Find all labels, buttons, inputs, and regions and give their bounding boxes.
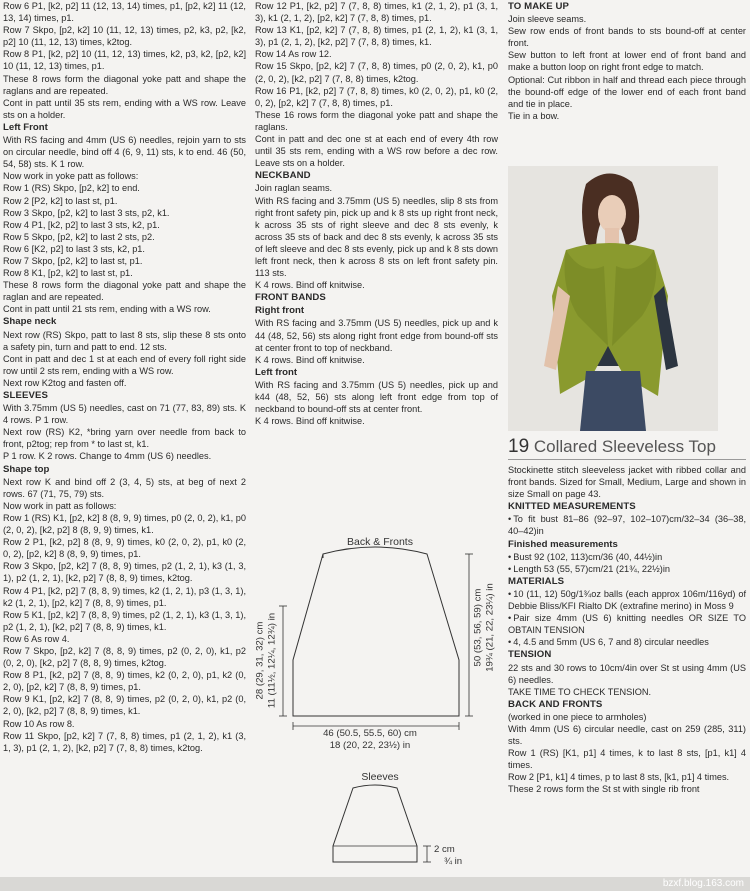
width-dimension-cm: 46 (50.5, 55.5, 60) cm xyxy=(323,728,417,739)
text-line: With 3.75mm (US 5) needles, cast on 71 (77, 83, 89) sts. K 4 rows. P 1 row. xyxy=(3,403,246,426)
text-line: K 4 rows. Bind off knitwise. xyxy=(255,280,365,291)
text-line: Row 7 Skpo, [p2, k2] 10 (11, 12, 13) times, p2, k3, p2, [k2, p2] 10 (11, 12, 13) times, k2tog. xyxy=(3,25,246,48)
text-line: Row 15 Skpo, [p2, k2] 7 (7, 8, 8) times, p0 (2, 0, 2), k1, p0 (2, 0, 2), [k2, p2] 7 (7, 8, 8) times, k2tog. xyxy=(255,61,498,84)
text-line: Row 2 P1, [k2, p2] 8 (8, 9, 9) times, k0 (2, 0, 2), p1, k0 (2, 0, 2), [p2, k2] 8 (8, 9, 9) times, p1. xyxy=(3,537,246,560)
text-line: K 4 rows. Bind off knitwise. xyxy=(255,416,365,427)
text-line: Cont in patt and dec 1 st at each end of every foll right side row until 2 sts rem, ending with a WS row. xyxy=(3,353,246,376)
text-line: Row 10 As row 8. xyxy=(3,718,75,729)
text-line: Row 4 P1, [k2, p2] 7 (8, 8, 9) times, k2 (1, 2, 1), p3 (1, 3, 1), k2 (1, 2, 1), [p2, k2] 7 (8, 8, 9) times, p1. xyxy=(3,585,246,608)
column-right-bottom xyxy=(508,464,746,796)
text-line: Tie in a bow. xyxy=(508,110,560,121)
section-heading: Shape neck xyxy=(3,316,57,328)
section-heading: KNITTED MEASUREMENTS xyxy=(508,501,636,513)
pattern-title xyxy=(508,436,746,458)
title-divider xyxy=(508,459,746,460)
text-line: Cont in patt and dec one st at each end of every 4th row until 35 sts rem, ending with a WS row before a dec row. Leave sts on a holder. xyxy=(255,134,498,169)
text-line: Cont in patt until 35 sts rem, ending with a WS row. Leave sts on a holder. xyxy=(3,97,246,120)
section-heading: SLEEVES xyxy=(3,390,48,401)
text-line: Now work in patt as follows: xyxy=(3,500,117,511)
width-dimension-in: 18 (20, 22, 23½) in xyxy=(329,740,411,751)
text-line: These 16 rows form the diagonal yoke patt and shape the raglans. xyxy=(255,109,498,132)
cuff-dimension-cm: 2 cm xyxy=(434,844,455,855)
height-dimension-cm: 28 (29, 31, 32) cm xyxy=(254,621,266,700)
column-middle xyxy=(255,0,498,427)
height-dimension-in: 11 (11½, 12¼, 12¾) in xyxy=(266,612,278,709)
section-heading: NECKBAND xyxy=(255,170,311,182)
pattern-name: Collared Sleeveless Top xyxy=(529,437,716,456)
text-line: Cont in patt until 21 sts rem, ending with a WS row. xyxy=(3,304,211,315)
text-line: Join sleeve seams. xyxy=(508,14,587,25)
text-line: Next row K2tog and fasten off. xyxy=(3,377,127,388)
model-photo xyxy=(508,166,718,431)
text-line: Row 13 K1, [p2, k2] 7 (7, 8, 8) times, p1 (2, 1, 2), k1 (3, 1, 3), p1 (2, 1, 2), [k2, p2] 7 (7, 8, 8) times, k1. xyxy=(255,25,498,48)
text-line: Now work in yoke patt as follows: xyxy=(3,171,139,182)
section-heading: TO MAKE UP xyxy=(508,1,570,12)
text-line: • Pair size 4mm (US 6) knitting needles OR SIZE TO OBTAIN TENSION xyxy=(508,612,746,636)
text-line: Row 6 As row 4. xyxy=(3,633,70,644)
text-line: • Length 53 (55, 57)cm/21 (21¾, 22½)in xyxy=(508,563,746,575)
section-heading: Finished measurements xyxy=(508,538,618,550)
text-line: Row 2 [P2, k2] to last st, p1. xyxy=(3,195,118,206)
section-heading: Left Front xyxy=(3,121,48,133)
text-line: These 2 rows form the St st with single rib front xyxy=(508,784,700,795)
text-line: K 4 rows. Bind off knitwise. xyxy=(255,354,365,365)
column-left xyxy=(3,0,246,754)
text-line: With RS facing and 3.75mm (US 5) needles, slip 8 sts from right front safety pin, pick up and k 8 sts up right front neck, k across 35 sts of right sleeve and dec 8 sts evenly, k across 35 sts of back and dec 8 sts evenly, k across 35 sts of left sleeve and dec 8 sts evenly, pick up and k 8 sts down left front neck, then k across 8 sts on left front safety pin. 113 sts. xyxy=(255,195,498,279)
text-line: Row 8 P1, [k2, p2] 10 (11, 12, 13) times, k2, p3, k2, [p2, k2] 10 (11, 12, 13) times, p1. xyxy=(3,49,246,72)
text-line: 22 sts and 30 rows to 10cm/4in over St st using 4mm (US 6) needles. xyxy=(508,662,746,685)
text-line: • 10 (11, 12) 50g/1¾oz balls (each approx 106m/116yd) of Debbie Bliss/KFI Rialto DK (extrafine merino) in Moss 9 xyxy=(508,588,746,612)
length-dimension-cm: 50 (53, 56, 59) cm xyxy=(472,588,484,667)
text-line: Row 14 As row 12. xyxy=(255,49,332,60)
text-line: Sew row ends of front bands to sts bound-off at center front. xyxy=(508,26,746,49)
text-line: With RS facing and 3.75mm (US 5) needles, pick up and k44 (48, 52, 56) sts along left front edge from top of neckband to bound-off sts at center front. xyxy=(255,379,498,415)
text-line: Next row (RS) K2, *bring yarn over needle from back to front, p2tog; rep from * to last st, k1. xyxy=(3,427,246,450)
pattern-number: 19 xyxy=(508,436,530,457)
text-line: Join raglan seams. xyxy=(255,183,333,194)
text-line: Row 2 [P1, k1] 4 times, p to last 8 sts, [k1, p1] 4 times. xyxy=(508,772,730,783)
text-line: • 4, 4.5 and 5mm (US 6, 7 and 8) circular needles xyxy=(508,636,746,648)
text-line: Row 8 P1, [k2, p2] 7 (8, 8, 9) times, k2 (0, 2, 0), p1, k2 (0, 2, 0), [p2, k2] 7 (8, 8, 9) times, p1. xyxy=(3,670,246,693)
text-line: Row 6 [K2, p2] to last 3 sts, k2, p1. xyxy=(3,243,145,254)
schematic-diagram xyxy=(255,530,505,870)
section-heading: Shape top xyxy=(3,463,50,475)
section-heading: BACK AND FRONTS xyxy=(508,698,603,710)
back-fronts-outline xyxy=(293,547,459,716)
text-line: These 8 rows form the diagonal yoke patt and shape the raglan and are repeated. xyxy=(3,280,246,303)
text-line: Row 12 P1, [k2, p2] 7 (7, 8, 8) times, k1 (2, 1, 2), p1 (3, 1, 3), k1 (2, 1, 2), [p2, k2] 7 (7, 8, 8) times, p1. xyxy=(255,1,498,24)
text-line: Row 7 Skpo, [p2, k2] to last st, p1. xyxy=(3,255,143,266)
text-line: Row 6 P1, [k2, p2] 11 (12, 13, 14) times, p1, [p2, k2] 11 (12, 13, 14) times, p1. xyxy=(3,1,246,24)
text-line: With RS facing and 4mm (US 6) needles, rejoin yarn to sts on circular needle, bind off 4 (6, 9, 11) sts, k to end. 46 (50, 54, 58) sts. K 1 row. xyxy=(3,135,246,170)
text-line: Row 3 Skpo, [p2, k2] to last 3 sts, p2, k1. xyxy=(3,207,170,218)
cuff-dimension-in: ¾ in xyxy=(444,856,463,867)
text-line: Row 9 K1, [p2, k2] 7 (8, 8, 9) times, p2 (0, 2, 0), k1, p2 (0, 2, 0), [k2, p2] 7 (8, 8, 9) times, k1. xyxy=(3,694,246,717)
text-line: TAKE TIME TO CHECK TENSION. xyxy=(508,686,652,697)
text-line: With 4mm (US 6) circular needle, cast on 259 (285, 311) sts. xyxy=(508,723,746,747)
text-line: Sew button to left front at lower end of front band and make a button loop on right front edge to match. xyxy=(508,50,746,73)
text-line: Row 3 Skpo, [p2, k2] 7 (8, 8, 9) times, p2 (1, 2, 1), k3 (1, 3, 1), p2 (1, 2, 1), [k2, p2] 7 (8, 8, 9) times, k2tog. xyxy=(3,561,246,584)
text-line: Optional: Cut ribbon in half and thread each piece through the bound-off edge of the lower end of each front band and tie in place. xyxy=(508,74,746,109)
section-heading: TENSION xyxy=(508,649,552,661)
text-line: Next row K and bind off 2 (3, 4, 5) sts, at beg of next 2 rows. 67 (71, 75, 79) sts. xyxy=(3,476,246,499)
section-heading: Left front xyxy=(255,366,298,378)
footer-bar xyxy=(0,877,750,891)
text-line: These 8 rows form the diagonal yoke patt and shape the raglans and are repeated. xyxy=(3,73,246,96)
text-line: Row 11 Skpo, [p2, k2] 7 (7, 8, 8) times, p1 (2, 1, 2), k1 (3, 1, 3), p1 (2, 1, 2), [k2, p2] 7 (7, 8, 8) times, k2tog. xyxy=(3,730,246,753)
text-line: Row 5 Skpo, [p2, k2] to last 2 sts, p2. xyxy=(3,231,155,242)
column-right-top xyxy=(508,0,746,122)
sleeve-outline xyxy=(333,785,417,862)
text-line: Row 5 K1, [p2, k2] 7 (8, 8, 9) times, p2 (1, 2, 1), k3 (1, 3, 1), p2 (1, 2, 1), [k2, p2] 7 (8, 8, 9) times, k1. xyxy=(3,609,246,632)
length-dimension-in: 19¾ (21, 22, 23¼) in xyxy=(484,583,496,672)
text-line: With RS facing and 3.75mm (US 5) needles, pick up and k 44 (48, 52, 56) sts along right front edge from bound-off sts at center front to top of neckband. xyxy=(255,318,498,353)
text-line: • To fit bust 81–86 (92–97, 102–107)cm/32–34 (36–38, 40–42)in xyxy=(508,513,746,537)
text-line: • Bust 92 (102, 113)cm/36 (40, 44½)in xyxy=(508,551,746,563)
text-line: P 1 row. K 2 rows. Change to 4mm (US 6) needles. xyxy=(3,451,212,462)
text-line: (worked in one piece to armholes) xyxy=(508,711,647,722)
back-fronts-label: Back & Fronts xyxy=(347,536,413,548)
text-line: Row 16 P1, [k2, p2] 7 (7, 8, 8) times, k0 (2, 0, 2), p1, k0 (2, 0, 2), [p2, k2] 7 (7, 8, 8) times, p1. xyxy=(255,85,498,108)
sleeves-label: Sleeves xyxy=(361,771,399,783)
text-line: Row 1 (RS) K1, [p2, k2] 8 (8, 9, 9) times, p0 (2, 0, 2), k1, p0 (2, 0, 2), [k2, p2] 8 (8, 9, 9) times, k1. xyxy=(3,512,246,536)
text-line: Row 1 (RS) [K1, p1] 4 times, k to last 8 sts, [p1, k1] 4 times. xyxy=(508,748,746,771)
text-line: Row 1 (RS) Skpo, [p2, k2] to end. xyxy=(3,183,140,194)
text-line: Row 7 Skpo, [p2, k2] 7 (8, 8, 9) times, p2 (0, 2, 0), k1, p2 (0, 2, 0), [k2, p2] 7 (8, 8, 9) times, k2tog. xyxy=(3,645,246,669)
text-line: Row 4 P1, [k2, p2] to last 3 sts, k2, p1. xyxy=(3,219,160,230)
section-heading: Right front xyxy=(255,305,305,317)
text-line: Row 8 K1, [p2, k2] to last st, p1. xyxy=(3,268,133,279)
text-line: Next row (RS) Skpo, patt to last 8 sts, slip these 8 sts onto a safety pin, turn and patt to end. 12 sts. xyxy=(3,329,246,352)
text-line: Stockinette stitch sleeveless jacket with ribbed collar and front bands. Sized for Small, Medium, Large and shown in size Small on page 43. xyxy=(508,465,746,500)
section-heading: FRONT BANDS xyxy=(255,292,326,304)
watermark: bzxf.blog.163.com xyxy=(662,878,744,889)
section-heading: MATERIALS xyxy=(508,575,565,587)
